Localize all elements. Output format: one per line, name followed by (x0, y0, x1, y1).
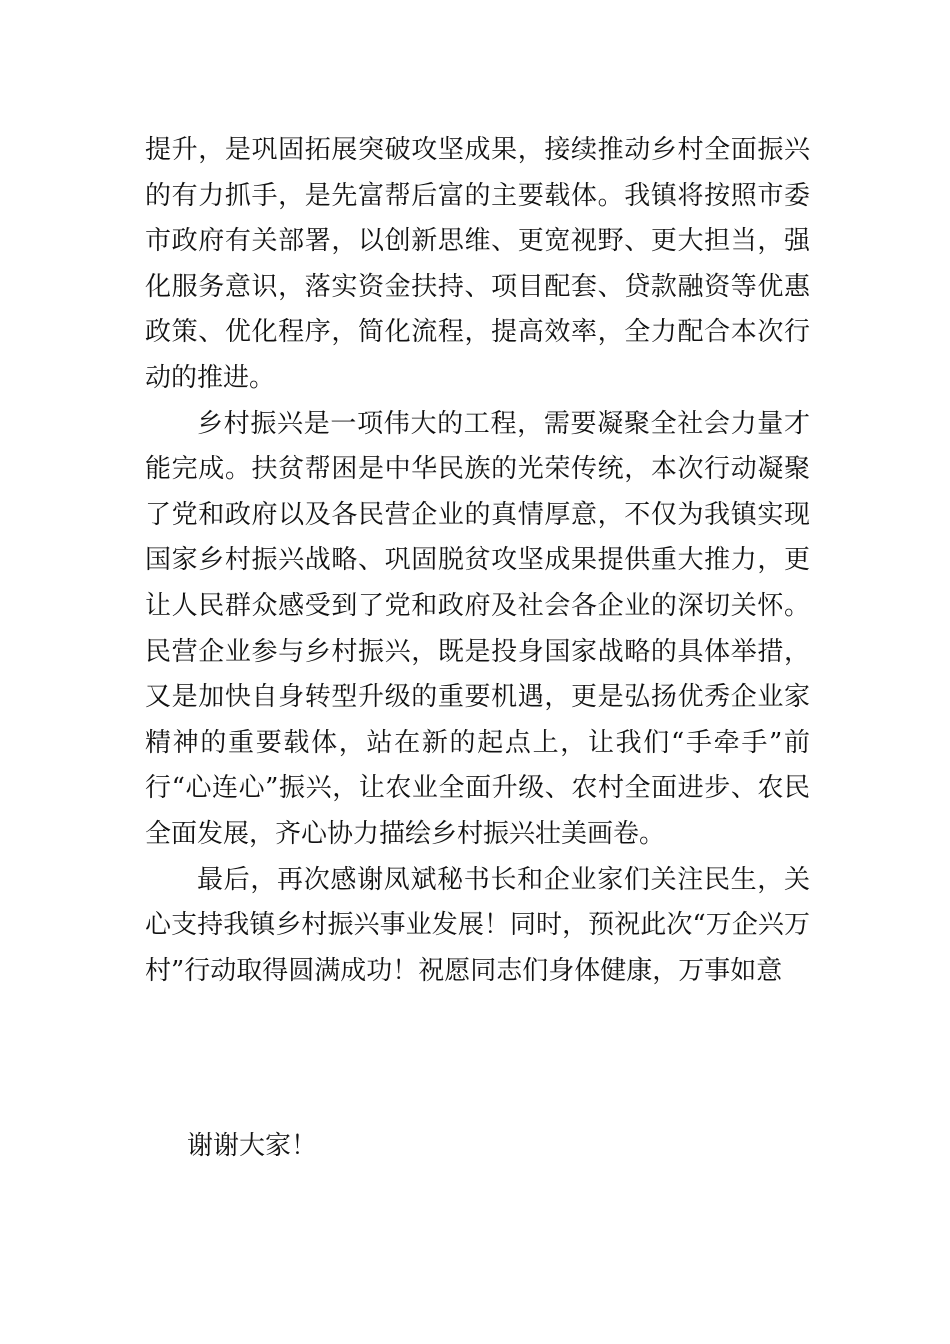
speech-body (145, 128, 810, 994)
paragraph-continuation: 提升，是巩固拓展突破攻坚成果，接续推动乡村全面振兴的有力抓手，是先富帮后富的主要载体。我镇将按照市委市政府有关部署，以创新思维、更宽视野、更大担当，强化服务意识，落实资金扶持、项目配套、贷款融资等优惠政策、优化程序，简化流程，提高效率，全力配合本次行动的推进。 (145, 135, 810, 393)
closing-remark: 谢谢大家！ (187, 1131, 318, 1161)
paragraph-rural-revitalization: 乡村振兴是一项伟大的工程，需要凝聚全社会力量才能完成。扶贫帮困是中华民族的光荣传统，本次行动凝聚了党和政府以及各民营企业的真情厚意，不仅为我镇实现国家乡村振兴战略、巩固脱贫攻坚成果提供重大推力，更让人民群众感受到了党和政府及社会各企业的深切关怀。民营企业参与乡村振兴，既是投身国家战略的具体举措，又是加快自身转型升级的重要机遇，更是弘扬优秀企业家精神的重要载体，站在新的起点上，让我们“手牵手”前行“心连心”振兴，让农业全面升级、农村全面进步、农民全面发展，齐心协力描绘乡村振兴壮美画卷。 (145, 408, 810, 849)
paragraph-thanks: 最后，再次感谢凤斌秘书长和企业家们关注民生，关心支持我镇乡村振兴事业发展！同时，预祝此次“万企兴万村”行动取得圆满成功！祝愿同志们身体健康，万事如意 (145, 864, 810, 986)
